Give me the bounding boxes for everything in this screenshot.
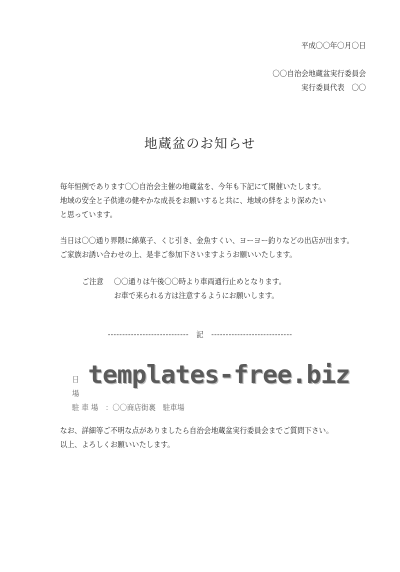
paragraph-1 [60, 180, 326, 222]
caution-text: 〇〇通りは午後〇〇時より車両通行止めとなります。 [114, 277, 286, 286]
document-date: 平成〇〇年〇月〇日 [301, 41, 366, 50]
detail-parking: 駐 車 場 ：〇〇商店街裏 駐車場 [72, 403, 185, 412]
caution-label: ご注意 [82, 277, 104, 286]
paragraph-2 [60, 234, 354, 262]
detail-place: 場 [72, 389, 80, 398]
caution-line [82, 289, 286, 303]
representative-name: 実行委員代表 〇〇 [301, 83, 366, 92]
caution-note [82, 275, 286, 303]
paragraph-line: ご家族お誘い合わせの上、是非ご参加下さいますようお願いいたします。 [60, 250, 297, 259]
organizer-name: 〇〇自治会地蔵盆実行委員会 [272, 69, 366, 78]
paragraph-line: 地域の安全と子供達の健やかな成長をお願いすると共に、地域の絆をより深めたい [60, 196, 326, 205]
paragraph-line: 当日は〇〇通り界隈に綿菓子、くじ引き、金魚すくい、ヨーヨー釣りなどの出店が出ます。 [60, 236, 354, 245]
ki-separator: ---------------------------- 記 ---------------------------- [107, 330, 293, 339]
paragraph-line: と思っています。 [60, 210, 117, 219]
watermark-logo: templates-free.biz [88, 360, 350, 389]
closing-paragraph [60, 424, 333, 452]
closing-line: なお、詳細等ご不明な点がありましたら自治会地蔵盆実行委員会までご質問下さい。 [60, 426, 334, 435]
closing-line: 以上、よろしくお願いいたします。 [60, 440, 175, 449]
paragraph-line: 毎年恒例であります〇〇自治会主催の地蔵盆を、今年も下記にて開催いたします。 [60, 182, 326, 191]
detail-date: 日 [72, 375, 80, 384]
caution-line [82, 275, 286, 289]
document-title: 地蔵盆のお知らせ [144, 137, 256, 152]
caution-text: お車で来られる方は注意するようにお願いします。 [114, 291, 279, 300]
